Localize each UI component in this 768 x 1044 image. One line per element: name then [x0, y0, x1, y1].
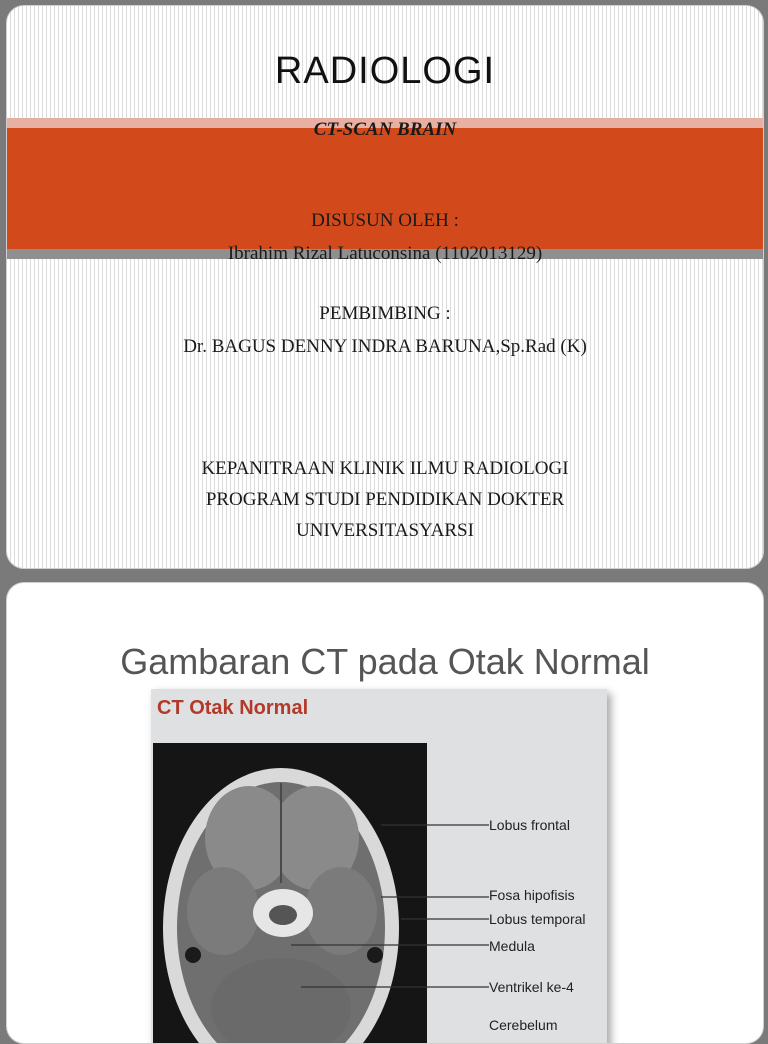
- label-fosa-hipofisis: Fosa hipofisis: [489, 887, 575, 903]
- label-ventrikel: Ventrikel ke-4: [489, 979, 574, 995]
- label-lobus-frontal: Lobus frontal: [489, 817, 570, 833]
- compiled-by-name: Ibrahim Rizal Latuconsina (1102013129): [227, 243, 543, 264]
- ct-scan-photo: [151, 689, 607, 1044]
- compiled-by-label: DISUSUN OLEH :: [311, 210, 459, 231]
- label-lobus-temporal: Lobus temporal: [489, 911, 586, 927]
- slide-title: Gambaran CT pada Otak Normal: [120, 641, 650, 682]
- supervisor-name: Dr. BAGUS DENNY INDRA BARUNA,Sp.Rad (K): [183, 336, 587, 357]
- photo-title: CT Otak Normal: [157, 697, 309, 719]
- institution-line-2: PROGRAM STUDI PENDIDIKAN DOKTER: [205, 489, 565, 510]
- content-slide: [6, 582, 764, 1044]
- label-cerebelum: Cerebelum: [489, 1017, 558, 1033]
- title-slide: [6, 5, 764, 569]
- slide-title: RADIOLOGI: [274, 50, 496, 92]
- institution-line-1: KEPANITRAAN KLINIK ILMU RADIOLOGI: [201, 458, 569, 479]
- label-medula: Medula: [489, 938, 535, 954]
- slide-subtitle: CT-SCAN BRAIN: [313, 119, 457, 140]
- supervisor-label: PEMBIMBING :: [319, 303, 451, 324]
- institution-line-3: UNIVERSITASYARSI: [296, 520, 474, 541]
